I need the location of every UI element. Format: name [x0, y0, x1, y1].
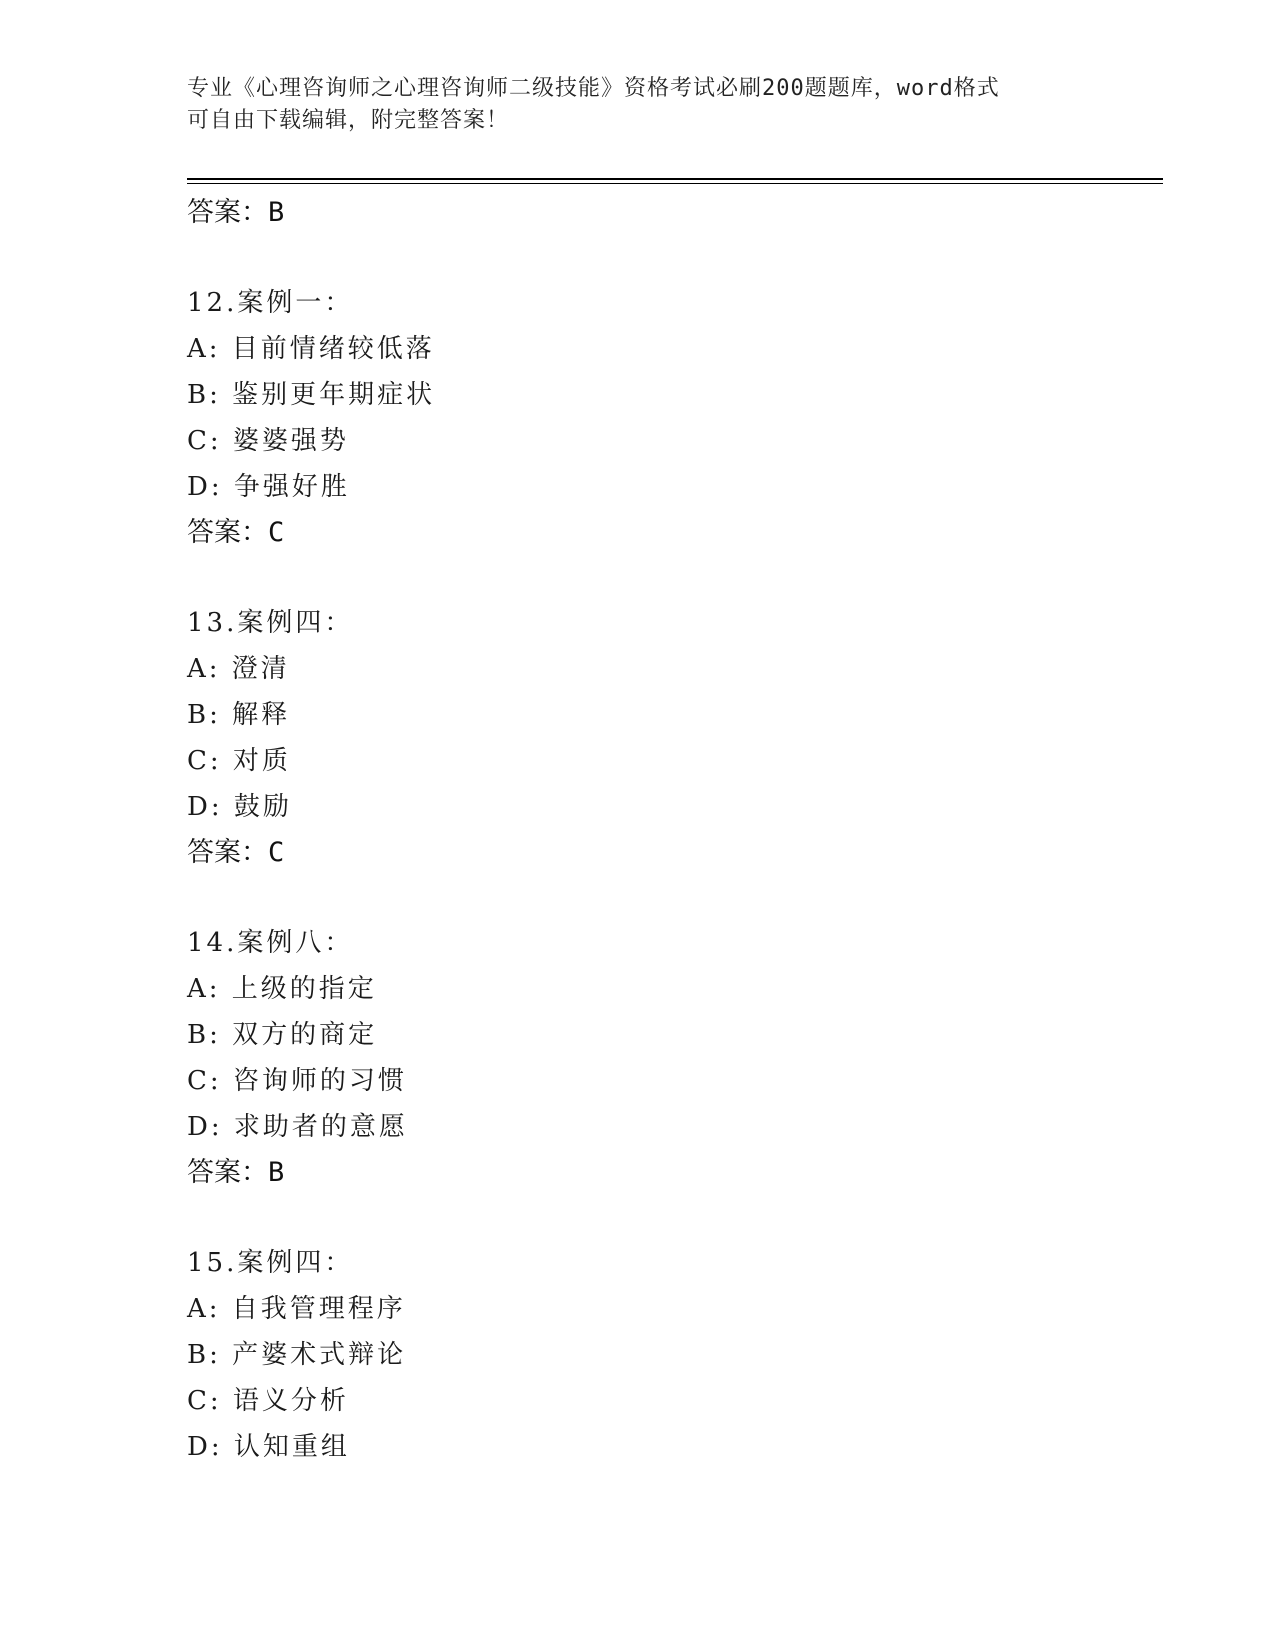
header-divider-thin	[187, 183, 1163, 184]
answer-line: 答案：B	[187, 1157, 285, 1188]
answer-line: 答案：C	[187, 837, 285, 868]
option-c: C: 对质	[187, 746, 291, 776]
header-line-1: 专业《心理咨询师之心理咨询师二级技能》资格考试必刷200题题库，word格式	[187, 76, 1000, 101]
option-b: B: 产婆术式辩论	[187, 1340, 407, 1370]
option-c: C: 咨询师的习惯	[187, 1066, 407, 1096]
question-title: 14.案例八：	[187, 928, 354, 958]
option-a: A: 目前情绪较低落	[187, 334, 435, 364]
option-d: D: 争强好胜	[187, 472, 350, 502]
header-divider-thick	[187, 178, 1163, 180]
question-title: 15.案例四：	[187, 1248, 354, 1278]
option-b: B: 解释	[187, 700, 291, 730]
question-title: 12.案例一：	[187, 288, 354, 318]
answer-line: 答案：C	[187, 517, 285, 548]
answer-line: 答案：B	[187, 197, 285, 228]
option-a: A: 澄清	[187, 654, 290, 684]
header-line-2: 可自由下载编辑，附完整答案！	[187, 108, 510, 133]
option-b: B: 双方的商定	[187, 1020, 378, 1050]
document-header	[187, 73, 1067, 137]
option-d: D: 鼓励	[187, 792, 292, 822]
option-a: A: 上级的指定	[187, 974, 377, 1004]
option-d: D: 认知重组	[187, 1432, 350, 1462]
question-15	[187, 1240, 1087, 1470]
question-title: 13.案例四：	[187, 608, 354, 638]
question-list	[187, 190, 1087, 1470]
option-a: A: 自我管理程序	[187, 1294, 406, 1324]
option-d: D: 求助者的意愿	[187, 1112, 408, 1142]
question-12	[187, 280, 1087, 556]
option-b: B: 鉴别更年期症状	[187, 380, 436, 410]
option-c: C: 语义分析	[187, 1386, 349, 1416]
question-13	[187, 600, 1087, 876]
question-14	[187, 920, 1087, 1196]
option-c: C: 婆婆强势	[187, 426, 349, 456]
